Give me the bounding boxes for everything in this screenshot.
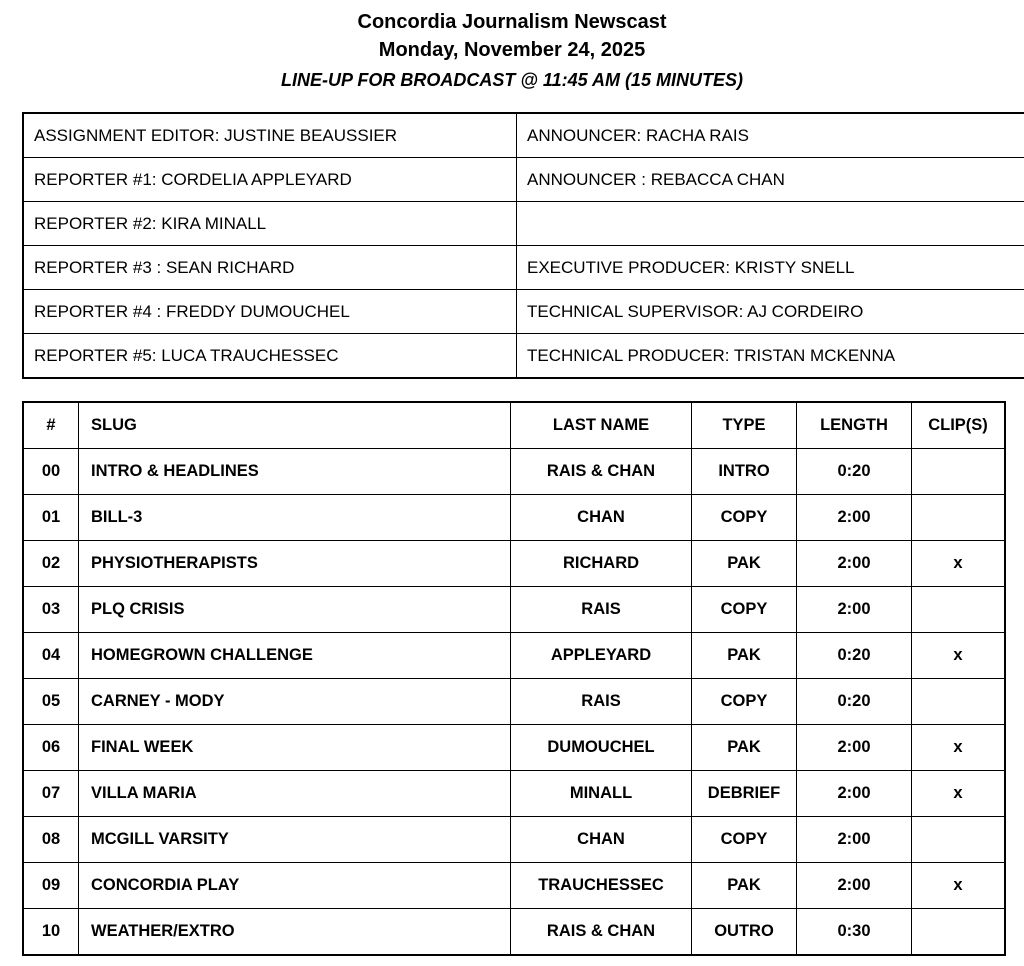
- crew-role-right: [517, 202, 1024, 246]
- cell-number: 10: [23, 909, 79, 956]
- crew-row: [23, 113, 1024, 158]
- cell-clips: [912, 449, 1006, 495]
- cell-clips: x: [912, 541, 1006, 587]
- table-row: [23, 771, 1005, 817]
- crew-table-body: [23, 113, 1024, 378]
- cell-last-name: RAIS: [511, 587, 692, 633]
- cell-number: 08: [23, 817, 79, 863]
- cell-length: 0:20: [797, 449, 912, 495]
- cell-last-name: CHAN: [511, 817, 692, 863]
- cell-clips: [912, 495, 1006, 541]
- cell-slug: INTRO & HEADLINES: [79, 449, 511, 495]
- cell-type: COPY: [692, 679, 797, 725]
- cell-slug: BILL-3: [79, 495, 511, 541]
- crew-role-right: EXECUTIVE PRODUCER: KRISTY SNELL: [517, 246, 1024, 290]
- table-row: [23, 449, 1005, 495]
- cell-last-name: RICHARD: [511, 541, 692, 587]
- cell-number: 09: [23, 863, 79, 909]
- cell-clips: [912, 817, 1006, 863]
- table-row: [23, 725, 1005, 771]
- broadcast-date: Monday, November 24, 2025: [22, 36, 1002, 64]
- cell-length: 2:00: [797, 771, 912, 817]
- cell-type: PAK: [692, 863, 797, 909]
- broadcast-subtitle: LINE-UP FOR BROADCAST @ 11:45 AM (15 MINUTES): [22, 66, 1002, 94]
- table-row: [23, 587, 1005, 633]
- crew-row: [23, 290, 1024, 334]
- cell-clips: x: [912, 633, 1006, 679]
- cell-length: 2:00: [797, 863, 912, 909]
- crew-role-left: REPORTER #5: LUCA TRAUCHESSEC: [23, 334, 517, 379]
- crew-role-left: REPORTER #1: CORDELIA APPLEYARD: [23, 158, 517, 202]
- cell-length: 2:00: [797, 817, 912, 863]
- rundown-table-head: [23, 402, 1005, 449]
- cell-length: 0:30: [797, 909, 912, 956]
- cell-length: 0:20: [797, 679, 912, 725]
- cell-last-name: RAIS & CHAN: [511, 449, 692, 495]
- rundown-table: [22, 401, 1006, 956]
- column-header-slug: SLUG: [79, 402, 511, 449]
- cell-length: 0:20: [797, 633, 912, 679]
- column-header-number: #: [23, 402, 79, 449]
- cell-number: 05: [23, 679, 79, 725]
- document-header: [22, 8, 1002, 94]
- cell-clips: x: [912, 771, 1006, 817]
- crew-row: [23, 158, 1024, 202]
- cell-type: COPY: [692, 817, 797, 863]
- crew-role-left: REPORTER #2: KIRA MINALL: [23, 202, 517, 246]
- cell-type: PAK: [692, 633, 797, 679]
- cell-slug: PHYSIOTHERAPISTS: [79, 541, 511, 587]
- cell-type: OUTRO: [692, 909, 797, 956]
- crew-role-left: REPORTER #3 : SEAN RICHARD: [23, 246, 517, 290]
- rundown-table-body: [23, 449, 1005, 956]
- crew-role-right: TECHNICAL SUPERVISOR: AJ CORDEIRO: [517, 290, 1024, 334]
- column-header-type: TYPE: [692, 402, 797, 449]
- cell-last-name: CHAN: [511, 495, 692, 541]
- cell-number: 01: [23, 495, 79, 541]
- table-row: [23, 863, 1005, 909]
- cell-clips: x: [912, 725, 1006, 771]
- crew-table: [22, 112, 1024, 379]
- rundown-section: [22, 401, 1002, 956]
- cell-clips: [912, 909, 1006, 956]
- cell-clips: x: [912, 863, 1006, 909]
- column-header-clips: CLIP(S): [912, 402, 1006, 449]
- page-title: Concordia Journalism Newscast: [22, 8, 1002, 36]
- cell-type: PAK: [692, 725, 797, 771]
- cell-slug: HOMEGROWN CHALLENGE: [79, 633, 511, 679]
- cell-number: 07: [23, 771, 79, 817]
- cell-slug: VILLA MARIA: [79, 771, 511, 817]
- cell-type: COPY: [692, 495, 797, 541]
- table-header-row: [23, 402, 1005, 449]
- crew-role-left: ASSIGNMENT EDITOR: JUSTINE BEAUSSIER: [23, 113, 517, 158]
- cell-clips: [912, 587, 1006, 633]
- crew-role-left: REPORTER #4 : FREDDY DUMOUCHEL: [23, 290, 517, 334]
- crew-role-right: ANNOUNCER: RACHA RAIS: [517, 113, 1024, 158]
- cell-type: DEBRIEF: [692, 771, 797, 817]
- table-row: [23, 541, 1005, 587]
- cell-slug: CARNEY - MODY: [79, 679, 511, 725]
- cell-type: PAK: [692, 541, 797, 587]
- table-row: [23, 633, 1005, 679]
- table-row: [23, 817, 1005, 863]
- cell-length: 2:00: [797, 541, 912, 587]
- cell-number: 03: [23, 587, 79, 633]
- crew-row: [23, 246, 1024, 290]
- crew-row: [23, 334, 1024, 379]
- crew-row: [23, 202, 1024, 246]
- cell-length: 2:00: [797, 587, 912, 633]
- cell-type: INTRO: [692, 449, 797, 495]
- cell-last-name: TRAUCHESSEC: [511, 863, 692, 909]
- cell-clips: [912, 679, 1006, 725]
- crew-role-right: TECHNICAL PRODUCER: TRISTAN MCKENNA: [517, 334, 1024, 379]
- column-header-length: LENGTH: [797, 402, 912, 449]
- cell-last-name: APPLEYARD: [511, 633, 692, 679]
- table-row: [23, 909, 1005, 956]
- cell-number: 06: [23, 725, 79, 771]
- cell-last-name: RAIS: [511, 679, 692, 725]
- cell-slug: WEATHER/EXTRO: [79, 909, 511, 956]
- cell-slug: FINAL WEEK: [79, 725, 511, 771]
- cell-last-name: RAIS & CHAN: [511, 909, 692, 956]
- cell-number: 00: [23, 449, 79, 495]
- cell-slug: PLQ CRISIS: [79, 587, 511, 633]
- cell-slug: MCGILL VARSITY: [79, 817, 511, 863]
- crew-role-right: ANNOUNCER : REBACCA CHAN: [517, 158, 1024, 202]
- column-header-last-name: LAST NAME: [511, 402, 692, 449]
- cell-last-name: DUMOUCHEL: [511, 725, 692, 771]
- cell-type: COPY: [692, 587, 797, 633]
- cell-length: 2:00: [797, 495, 912, 541]
- cell-length: 2:00: [797, 725, 912, 771]
- cell-slug: CONCORDIA PLAY: [79, 863, 511, 909]
- cell-number: 04: [23, 633, 79, 679]
- table-row: [23, 679, 1005, 725]
- cell-number: 02: [23, 541, 79, 587]
- table-row: [23, 495, 1005, 541]
- cell-last-name: MINALL: [511, 771, 692, 817]
